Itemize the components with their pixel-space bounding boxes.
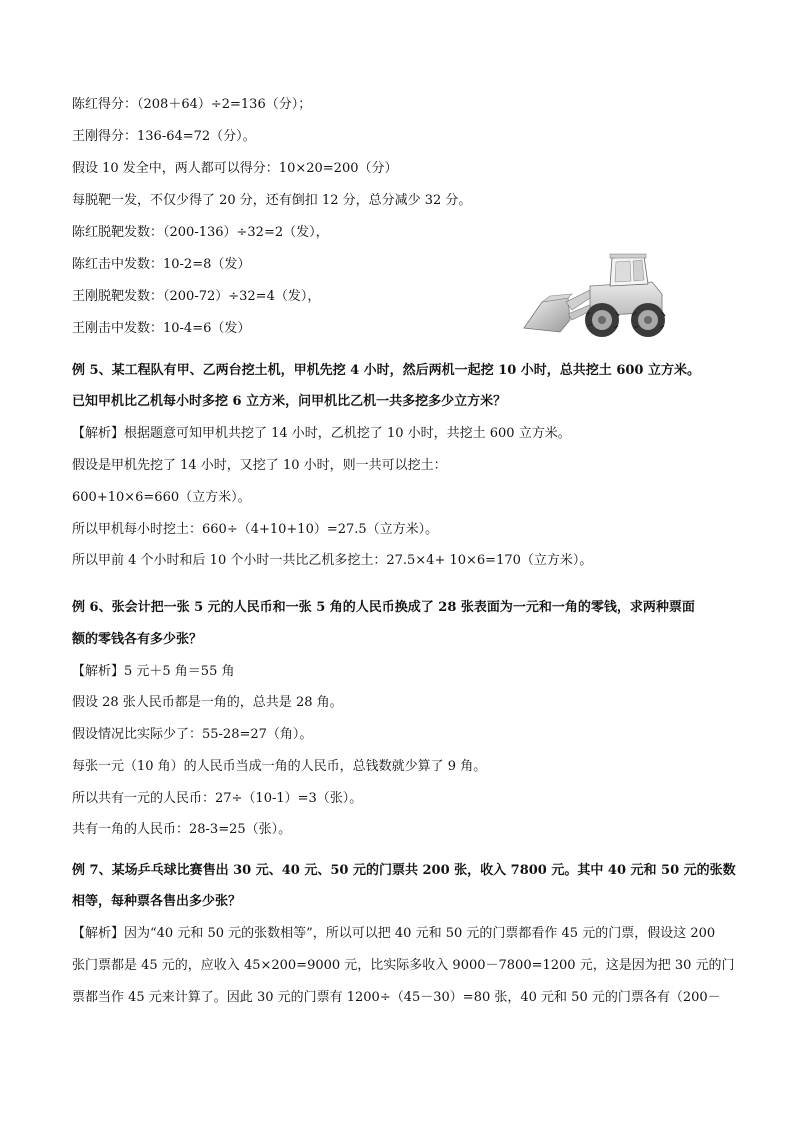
example7-question-line-2: 相等，每种票各售出多少张？ xyxy=(72,894,242,909)
example5-analysis-line-2: 假设是甲机先挖了 14 小时，又挖了 10 小时，则一共可以挖土： xyxy=(72,458,447,473)
example6-analysis-line-4: 每张一元（10 角）的人民币当成一角的人民币，总钱数就少算了 9 角。 xyxy=(72,759,487,774)
example7-analysis-line-3: 票都当作 45 元来计算了。因此 30 元的门票有 1200÷（45－30）=80 张，40 元和 50 元的门票各有（200－ xyxy=(72,990,721,1005)
solution4-line-6: 陈红击中发数：10-2=8（发） xyxy=(72,257,251,272)
solution4-line-2: 王刚得分：136-64=72（分）。 xyxy=(72,129,256,144)
solution4-line-3: 假设 10 发全中，两人都可以得分：10×20=200（分） xyxy=(72,161,398,176)
solution4-line-1: 陈红得分：（208＋64）÷2=136（分）； xyxy=(72,97,312,112)
example5-analysis-line-5: 所以甲前 4 个小时和后 10 个小时一共比乙机多挖土：27.5×4+ 10×6=170（立方米）。 xyxy=(72,553,593,568)
wheel-loader-illustration xyxy=(520,250,668,340)
example6-analysis-line-6: 共有一角的人民币：28-3=25（张）。 xyxy=(72,822,292,837)
example6-analysis-line-1: 【解析】5 元＋5 角＝55 角 xyxy=(72,664,235,679)
example5-analysis-line-4: 所以甲机每小时挖土：660÷（4+10+10）=27.5（立方米）。 xyxy=(72,522,439,537)
example6-question-line-1: 例 6、张会计把一张 5 元的人民币和一张 5 角的人民币换成了 28 张表面为一元和一角的零钱，求两种票面 xyxy=(72,600,695,615)
example6-analysis-line-3: 假设情况比实际少了：55-28=27（角）。 xyxy=(72,727,313,742)
example7-analysis-line-1: 【解析】因为“40 元和 50 元的张数相等”，所以可以把 40 元和 50 元的门票都看作 45 元的门票，假设这 200 xyxy=(72,926,716,941)
example6-analysis-line-2: 假设 28 张人民币都是一角的，总共是 28 角。 xyxy=(72,695,343,710)
example5-analysis-line-1: 【解析】根据题意可知甲机共挖了 14 小时，乙机挖了 10 小时，共挖土 600 立方米。 xyxy=(72,426,571,441)
example5-question-line-2: 已知甲机比乙机每小时多挖 6 立方米，问甲机比乙机一共多挖多少立方米？ xyxy=(72,394,507,409)
solution4-line-8: 王刚击中发数：10-4=6（发） xyxy=(72,321,251,336)
example6-analysis-line-5: 所以共有一元的人民币：27÷（10-1）=3（张）。 xyxy=(72,791,363,806)
example6-question-line-2: 额的零钱各有多少张？ xyxy=(72,632,203,647)
example5-question-line-1: 例 5、某工程队有甲、乙两台挖土机，甲机先挖 4 小时，然后两机一起挖 10 小时，总共挖土 600 立方米。 xyxy=(72,363,700,378)
example5-analysis-line-3: 600+10×6=660（立方米）。 xyxy=(72,490,251,505)
solution4-line-4: 每脱靶一发，不仅少得了 20 分，还有倒扣 12 分，总分减少 32 分。 xyxy=(72,193,472,208)
solution4-line-5: 陈红脱靶发数：（200-136）÷32=2（发）， xyxy=(72,225,329,240)
solution4-line-7: 王刚脱靶发数：（200-72）÷32=4（发）， xyxy=(72,289,321,304)
example7-question-line-1: 例 7、某场乒乓球比赛售出 30 元、40 元、50 元的门票共 200 张，收入 7800 元。其中 40 元和 50 元的张数 xyxy=(72,863,736,878)
example7-analysis-line-2: 张门票都是 45 元的，应收入 45×200=9000 元，比实际多收入 9000－7800=1200 元，这是因为把 30 元的门 xyxy=(72,958,735,973)
